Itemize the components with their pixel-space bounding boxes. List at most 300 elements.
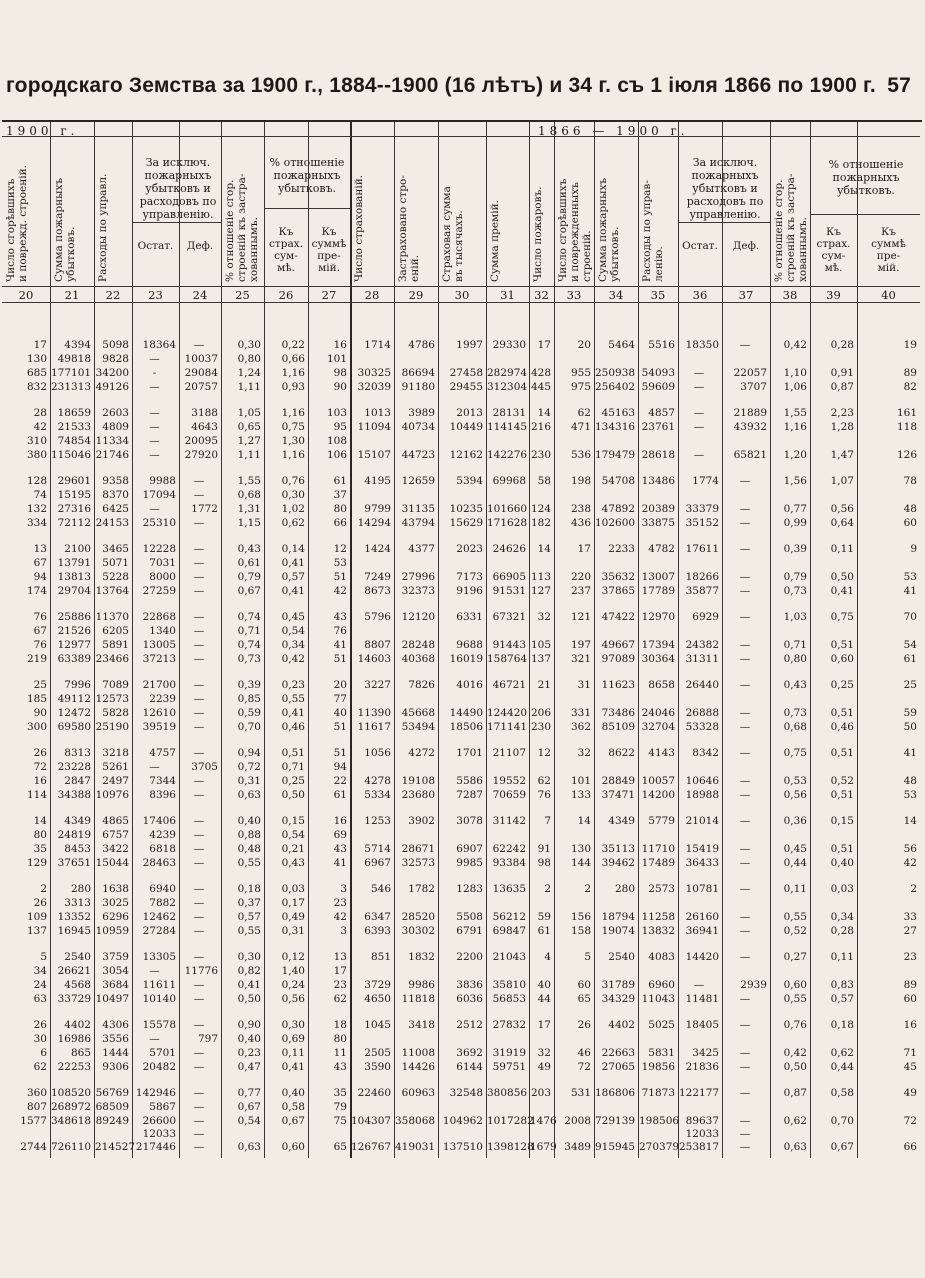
table-cell: —: [739, 679, 751, 691]
table-cell: 0,56: [830, 503, 854, 515]
table-cell: 1,27: [237, 435, 261, 447]
column-number: 24: [192, 288, 208, 302]
table-cell: 8342: [692, 747, 719, 759]
table-cell: 29084: [184, 367, 218, 379]
table-cell: 53328: [685, 721, 719, 733]
table-cell: 102600: [595, 517, 636, 529]
table-cell: 0,60: [830, 653, 854, 665]
table-cell: 0,11: [783, 883, 807, 895]
table-cell: 6296: [102, 911, 129, 923]
table-cell: —: [193, 1047, 205, 1059]
table-cell: 18364: [142, 339, 176, 351]
table-cell: 63: [33, 993, 47, 1005]
table-cell: 0,75: [281, 421, 305, 433]
table-cell: 0,71: [783, 639, 807, 651]
table-cell: 5508: [456, 911, 483, 923]
table-cell: 0,62: [830, 1047, 854, 1059]
table-cell: 0,34: [830, 911, 854, 923]
table-cell: 1,31: [237, 503, 261, 515]
table-cell: 14: [537, 407, 551, 419]
table-cell: 9799: [364, 503, 391, 515]
table-cell: 0,31: [237, 775, 261, 787]
table-cell: 0,46: [830, 721, 854, 733]
table-cell: 1,10: [783, 367, 807, 379]
table-cell: 0,87: [783, 1087, 807, 1099]
table-cell: 14: [903, 815, 917, 827]
table-cell: 0,41: [281, 585, 305, 597]
table-cell: 0,51: [830, 747, 854, 759]
table-cell: 206: [530, 707, 551, 719]
table-cell: 59: [537, 911, 551, 923]
table-cell: 69580: [57, 721, 91, 733]
table-cell: 97089: [601, 653, 635, 665]
table-cell: 27259: [142, 585, 176, 597]
table-cell: 0,52: [830, 775, 854, 787]
table-cell: 0,48: [237, 843, 261, 855]
table-cell: 19074: [601, 925, 635, 937]
table-cell: 348618: [51, 1115, 92, 1127]
table-cell: 16986: [57, 1033, 91, 1045]
table-cell: 5228: [102, 571, 129, 583]
table-cell: 79: [333, 1101, 347, 1113]
table-cell: 0,54: [281, 625, 305, 637]
table-cell: 5828: [102, 707, 129, 719]
table-cell: 280: [614, 883, 635, 895]
table-cell: 21526: [57, 625, 91, 637]
table-cell: 9828: [102, 353, 129, 365]
table-cell: 10037: [184, 353, 218, 365]
table-cell: 28463: [142, 857, 176, 869]
table-cell: 21700: [142, 679, 176, 691]
table-cell: 27: [903, 925, 917, 937]
table-cell: 32: [537, 611, 551, 623]
table-cell: 171141: [487, 721, 528, 733]
table-cell: 23228: [57, 761, 91, 773]
table-cell: 85109: [601, 721, 635, 733]
table-cell: 8622: [608, 747, 635, 759]
table-cell: —: [739, 1019, 751, 1031]
table-cell: —: [739, 1087, 751, 1099]
table-cell: 26: [33, 747, 47, 759]
table-cell: 39462: [601, 857, 635, 869]
table-cell: 1679: [530, 1141, 557, 1153]
table-cell: 23: [903, 951, 917, 963]
table-cell: 0,12: [281, 951, 305, 963]
table-cell: —: [739, 707, 751, 719]
table-cell: 0,61: [237, 557, 261, 569]
table-cell: 9985: [456, 857, 483, 869]
table-cell: 44723: [401, 449, 435, 461]
table-cell: 90: [33, 707, 47, 719]
table-cell: —: [193, 1128, 205, 1140]
table-cell: 0,15: [281, 815, 305, 827]
table-cell: —: [193, 721, 205, 733]
table-cell: 20: [333, 679, 347, 691]
table-cell: 7344: [149, 775, 176, 787]
table-cell: 13832: [641, 925, 675, 937]
column-number: 34: [608, 288, 624, 302]
table-cell: 1017282: [487, 1115, 534, 1127]
table-cell: 0,87: [830, 381, 854, 393]
row-rule: [2, 302, 920, 303]
table-cell: 11776: [184, 965, 218, 977]
table-cell: 1577: [20, 1115, 47, 1127]
table-cell: 53: [333, 557, 347, 569]
table-cell: —: [739, 911, 751, 923]
table-cell: 26: [577, 1019, 591, 1031]
table-cell: 78: [903, 475, 917, 487]
table-cell: 12573: [95, 693, 129, 705]
table-cell: 25: [33, 679, 47, 691]
table-cell: 1056: [364, 747, 391, 759]
table-cell: 94: [333, 761, 347, 773]
table-cell: 6036: [456, 993, 483, 1005]
table-cell: 29601: [57, 475, 91, 487]
table-cell: 70659: [492, 789, 526, 801]
column-header: Къ суммѣ пре- мій.: [871, 226, 906, 274]
table-cell: 0,28: [830, 925, 854, 937]
table-cell: 25310: [142, 517, 176, 529]
column-header: Остат.: [137, 240, 174, 252]
table-cell: 1,28: [830, 421, 854, 433]
table-cell: 95: [333, 421, 347, 433]
table-cell: 253817: [679, 1141, 720, 1153]
table-cell: 62: [333, 993, 347, 1005]
table-cell: 1,02: [281, 503, 305, 515]
column-header: Число сгорѣвшихъ и поврежд. строеній.: [5, 165, 29, 282]
table-cell: —: [739, 1115, 751, 1127]
table-cell: 4650: [364, 993, 391, 1005]
table-cell: 5891: [102, 639, 129, 651]
table-cell: 11710: [641, 843, 675, 855]
table-cell: 14490: [449, 707, 483, 719]
table-cell: 0,27: [783, 951, 807, 963]
table-cell: 61: [333, 475, 347, 487]
table-cell: 1,16: [281, 449, 305, 461]
table-cell: 26600: [142, 1115, 176, 1127]
table-cell: 82: [903, 381, 917, 393]
table-cell: 158: [570, 925, 591, 937]
table-cell: 3025: [102, 897, 129, 909]
table-cell: 18405: [685, 1019, 719, 1031]
table-cell: 0,42: [281, 653, 305, 665]
table-cell: —: [193, 557, 205, 569]
table-cell: 10646: [685, 775, 719, 787]
table-cell: 0,51: [830, 789, 854, 801]
table-cell: 68509: [95, 1101, 129, 1113]
table-cell: 43: [333, 843, 347, 855]
table-cell: 137510: [442, 1141, 483, 1153]
table-cell: —: [739, 951, 751, 963]
table-cell: 32704: [641, 721, 675, 733]
table-cell: 23: [333, 979, 347, 991]
table-cell: 16: [903, 1019, 917, 1031]
table-cell: 2200: [456, 951, 483, 963]
table-cell: 0,51: [830, 639, 854, 651]
table-cell: 0,70: [830, 1115, 854, 1127]
table-cell: 24153: [95, 517, 129, 529]
table-cell: 26: [33, 1019, 47, 1031]
table-cell: 6393: [364, 925, 391, 937]
table-cell: 10959: [95, 925, 129, 937]
table-cell: 12462: [142, 911, 176, 923]
table-cell: 51: [333, 721, 347, 733]
table-cell: 2: [584, 883, 591, 895]
table-cell: 113: [530, 571, 551, 583]
table-cell: 34329: [601, 993, 635, 1005]
table-cell: 41: [903, 585, 917, 597]
table-cell: 9988: [149, 475, 176, 487]
table-cell: 1,56: [783, 475, 807, 487]
table-cell: —: [149, 761, 160, 773]
table-cell: 0,41: [281, 1061, 305, 1073]
table-cell: 6818: [149, 843, 176, 855]
table-cell: 0,99: [783, 517, 807, 529]
table-cell: 58: [537, 475, 551, 487]
table-cell: 9196: [456, 585, 483, 597]
table-cell: 3729: [364, 979, 391, 991]
table-cell: 7031: [149, 557, 176, 569]
column-header: % отношеніе сгор. строеній къ застра- хованнымъ.: [224, 173, 260, 282]
table-cell: 101: [326, 353, 347, 365]
table-cell: 65821: [733, 449, 767, 461]
table-cell: 1,11: [237, 449, 261, 461]
table-cell: 4272: [408, 747, 435, 759]
table-cell: —: [193, 571, 205, 583]
table-cell: 70: [903, 611, 917, 623]
table-cell: 46: [577, 1047, 591, 1059]
table-cell: 19108: [401, 775, 435, 787]
table-cell: 74: [33, 489, 47, 501]
table-cell: —: [739, 543, 751, 555]
table-cell: 197: [570, 639, 591, 651]
table-cell: 30325: [357, 367, 391, 379]
table-cell: 321: [570, 653, 591, 665]
table-cell: 12977: [57, 639, 91, 651]
table-cell: 42: [903, 857, 917, 869]
table-cell: —: [149, 421, 160, 433]
table-cell: 0,77: [783, 503, 807, 515]
table-cell: 65: [577, 993, 591, 1005]
table-cell: 50: [903, 721, 917, 733]
table-cell: 108: [326, 435, 347, 447]
table-cell: 4568: [64, 979, 91, 991]
table-cell: —: [739, 475, 751, 487]
table-cell: —: [193, 707, 205, 719]
column-number: 36: [692, 288, 708, 302]
table-cell: 1283: [456, 883, 483, 895]
table-cell: 3590: [364, 1061, 391, 1073]
table-cell: 18506: [449, 721, 483, 733]
table-cell: 0,90: [237, 1019, 261, 1031]
table-cell: 56769: [95, 1087, 129, 1099]
column-header: % отношеніе сгор. строеній къ застра- хованнымъ.: [773, 173, 809, 282]
table-cell: —: [193, 789, 205, 801]
table-cell: 3: [340, 883, 347, 895]
table-cell: 24819: [57, 829, 91, 841]
table-cell: 7173: [456, 571, 483, 583]
table-cell: 0,50: [783, 1061, 807, 1073]
table-cell: 26: [33, 897, 47, 909]
table-cell: 74854: [57, 435, 91, 447]
column-number: 21: [64, 288, 80, 302]
table-cell: 3684: [102, 979, 129, 991]
table-cell: 53494: [401, 721, 435, 733]
table-cell: 1476: [530, 1115, 557, 1127]
table-cell: 3692: [456, 1047, 483, 1059]
table-cell: 24382: [685, 639, 719, 651]
table-cell: 851: [370, 951, 391, 963]
table-cell: 91180: [401, 381, 435, 393]
table-cell: 0,50: [237, 993, 261, 1005]
table-cell: 17094: [142, 489, 176, 501]
table-cell: 3218: [102, 747, 129, 759]
table-cell: 36941: [685, 925, 719, 937]
table-cell: 56: [903, 843, 917, 855]
table-cell: 17: [577, 543, 591, 555]
period-label-right: 1866 — 1900 г.: [538, 124, 689, 138]
table-cell: 53: [903, 789, 917, 801]
table-cell: 156: [570, 911, 591, 923]
table-cell: 86694: [401, 367, 435, 379]
table-cell: 11094: [357, 421, 391, 433]
table-cell: 32373: [401, 585, 435, 597]
table-cell: 27065: [601, 1061, 635, 1073]
table-cell: —: [193, 883, 205, 895]
table-cell: 8000: [149, 571, 176, 583]
table-cell: 12033: [142, 1128, 176, 1140]
table-cell: 17406: [142, 815, 176, 827]
column-number: 23: [148, 288, 163, 302]
table-cell: 0,22: [281, 339, 305, 351]
table-cell: —: [693, 367, 705, 379]
table-cell: 16: [333, 815, 347, 827]
table-cell: 179479: [595, 449, 636, 461]
table-cell: 16: [33, 775, 47, 787]
table-cell: 18794: [601, 911, 635, 923]
table-cell: —: [193, 1115, 205, 1127]
table-cell: 185: [26, 693, 47, 705]
table-cell: 66905: [492, 571, 526, 583]
table-cell: 230: [530, 449, 551, 461]
table-cell: 6967: [364, 857, 391, 869]
page-title: городскаго Земства за 1900 г., 1884--1900 (16 лѣтъ) и 34 г. съ 1 іюля 1866 по 1900 г.: [6, 74, 876, 97]
table-cell: 0,51: [830, 843, 854, 855]
table-cell: 7: [544, 815, 551, 827]
row-rule: [2, 136, 920, 137]
table-cell: 0,69: [281, 1033, 305, 1045]
table-cell: 0,54: [281, 829, 305, 841]
table-cell: 1398128: [487, 1141, 534, 1153]
column-header: Число пожаровъ.: [532, 186, 544, 282]
table-cell: 12: [537, 747, 551, 759]
table-cell: 0,62: [783, 1115, 807, 1127]
table-cell: 0,70: [237, 721, 261, 733]
table-cell: 4643: [191, 421, 218, 433]
table-cell: 0,23: [237, 1047, 261, 1059]
table-cell: —: [739, 747, 751, 759]
table-cell: 3989: [408, 407, 435, 419]
table-cell: 2008: [564, 1115, 591, 1127]
column-number: 31: [500, 288, 515, 302]
table-cell: —: [149, 965, 160, 977]
table-cell: 5394: [456, 475, 483, 487]
table-cell: —: [693, 407, 705, 419]
table-cell: 6331: [456, 611, 483, 623]
table-cell: 4: [544, 951, 551, 963]
table-cell: 77: [333, 693, 347, 705]
table-cell: 18988: [685, 789, 719, 801]
page-number: 57: [887, 74, 911, 97]
table-cell: 0,56: [783, 789, 807, 801]
table-cell: 20: [577, 339, 591, 351]
column-number: 40: [881, 288, 896, 302]
table-cell: 3902: [408, 815, 435, 827]
table-cell: —: [739, 1047, 751, 1059]
table-cell: 31789: [601, 979, 635, 991]
group-header-percent-left: % отношеніе пожарныхъ убытковъ.: [269, 156, 345, 195]
table-cell: —: [193, 1087, 205, 1099]
table-cell: 3425: [692, 1047, 719, 1059]
table-cell: 12120: [401, 611, 435, 623]
table-cell: 5586: [456, 775, 483, 787]
table-cell: 49818: [57, 353, 91, 365]
table-cell: 8453: [64, 843, 91, 855]
table-cell: 12610: [142, 707, 176, 719]
table-cell: 6757: [102, 829, 129, 841]
table-cell: 2540: [608, 951, 635, 963]
table-cell: 0,39: [783, 543, 807, 555]
table-cell: 238: [570, 503, 591, 515]
table-cell: 60: [903, 517, 917, 529]
table-cell: 49: [537, 1061, 551, 1073]
table-cell: 37471: [601, 789, 635, 801]
table-cell: 37865: [601, 585, 635, 597]
table-cell: 5: [584, 951, 591, 963]
table-cell: 4377: [408, 543, 435, 555]
table-cell: 24046: [641, 707, 675, 719]
table-cell: 76: [33, 639, 47, 651]
table-cell: —: [149, 503, 160, 515]
table-cell: 0,41: [281, 707, 305, 719]
table-cell: 16: [333, 339, 347, 351]
table-cell: 171628: [487, 517, 528, 529]
table-cell: 6: [40, 1047, 47, 1059]
table-cell: —: [693, 979, 705, 991]
table-cell: 0,03: [281, 883, 305, 895]
table-cell: 3465: [102, 543, 129, 555]
table-cell: 22057: [733, 367, 767, 379]
table-cell: 531: [570, 1087, 591, 1099]
table-cell: 126: [896, 449, 917, 461]
table-cell: —: [149, 449, 160, 461]
table-cell: 0,50: [830, 571, 854, 583]
table-cell: —: [193, 475, 205, 487]
table-cell: 114145: [487, 421, 528, 433]
table-cell: 21: [537, 679, 551, 691]
table-cell: 14: [537, 543, 551, 555]
table-cell: 18: [333, 1019, 347, 1031]
table-cell: 0,57: [237, 911, 261, 923]
table-cell: 33379: [685, 503, 719, 515]
table-cell: 4809: [102, 421, 129, 433]
table-cell: 0,44: [830, 1061, 854, 1073]
table-cell: 2744: [20, 1141, 47, 1153]
table-cell: 312304: [487, 381, 528, 393]
table-cell: 20389: [641, 503, 675, 515]
column-header: Число сгорѣвшихъ и поврежденныхъ строеній.: [557, 178, 593, 282]
table-cell: 118: [896, 421, 917, 433]
